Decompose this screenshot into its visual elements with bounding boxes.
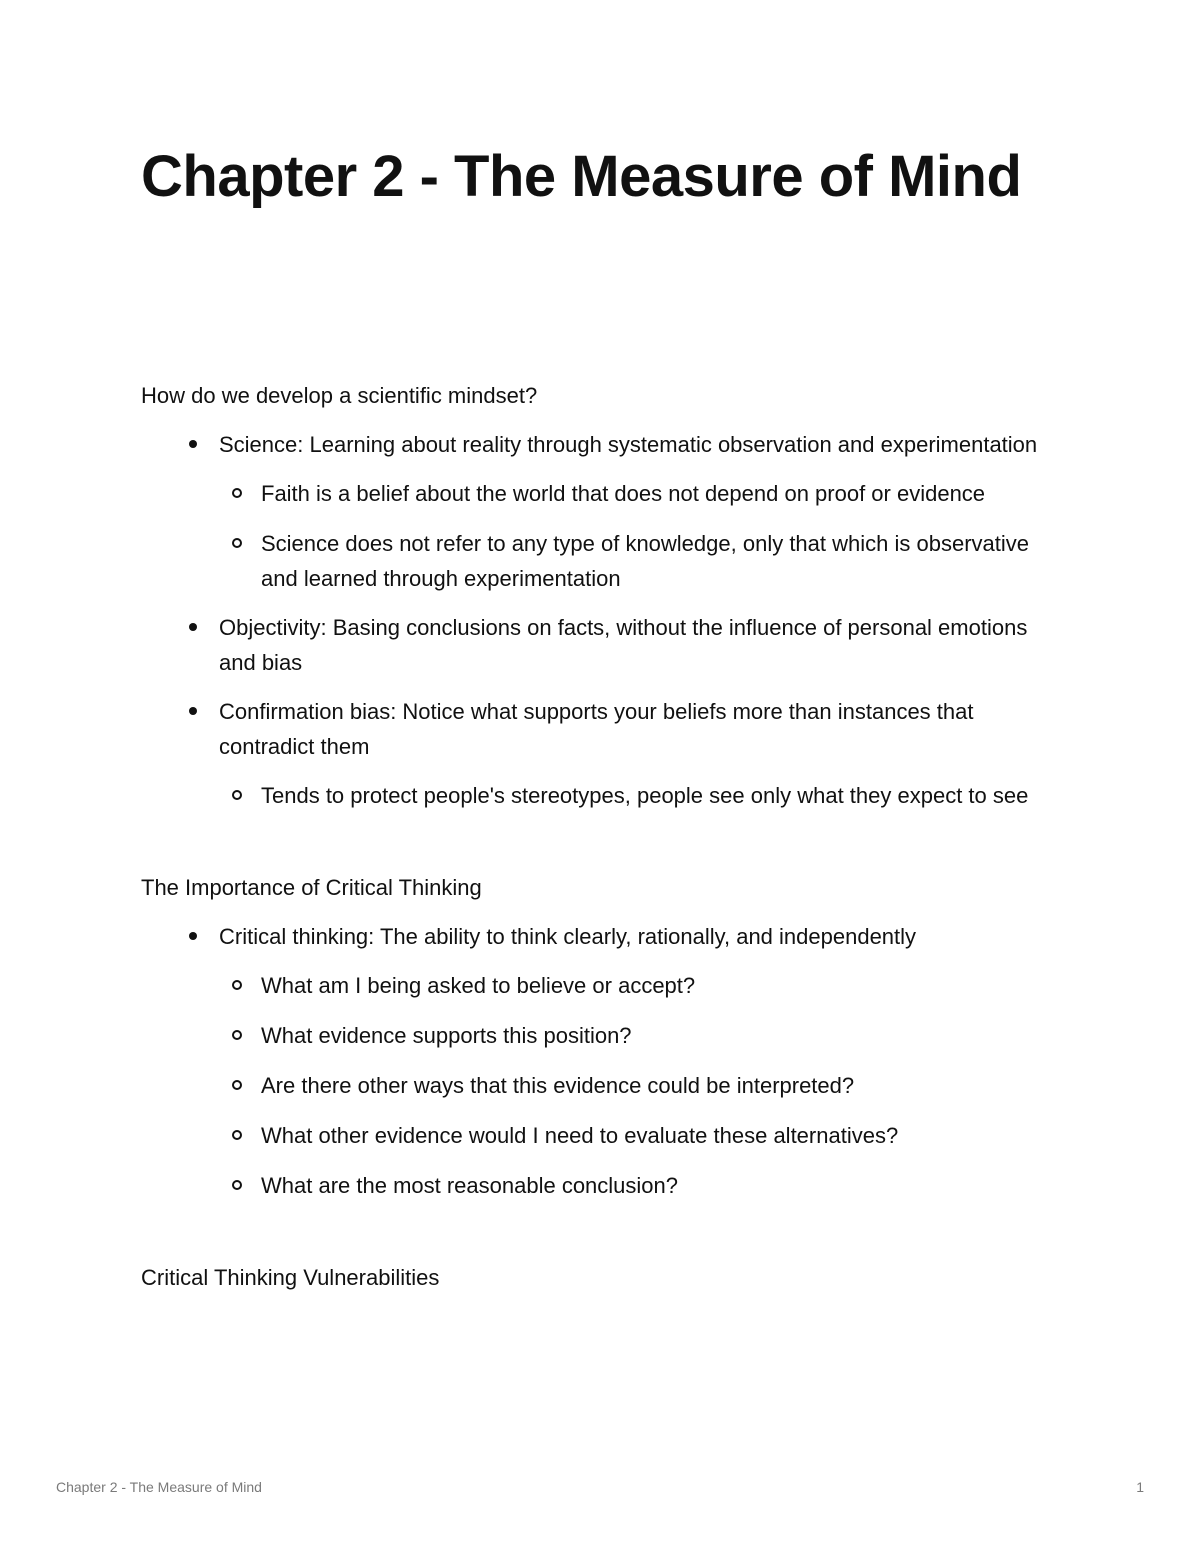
sub-list-item — [219, 1018, 1061, 1053]
sub-list-item-text: Science does not refer to any type of knowledge, only that which is observative and learned through experimentation — [261, 531, 1029, 591]
document-body — [141, 378, 1061, 1295]
sub-list-item — [219, 526, 1061, 596]
page-number: 1 — [1136, 1479, 1144, 1495]
bullet-disc-icon — [189, 707, 197, 715]
list-item — [141, 919, 1061, 1203]
bullet-list — [141, 427, 1061, 813]
sub-list-item-text: What evidence supports this position? — [261, 1023, 632, 1048]
bullet-circle-icon — [232, 1180, 242, 1190]
section-heading: How do we develop a scientific mindset? — [141, 383, 538, 408]
sub-bullet-list — [219, 968, 1061, 1203]
bullet-circle-icon — [232, 1080, 242, 1090]
list-item-text: Confirmation bias: Notice what supports your beliefs more than instances that contradict them — [219, 699, 974, 759]
list-item-text: Science: Learning about reality through systematic observation and experimentation — [219, 432, 1038, 457]
bullet-circle-icon — [232, 980, 242, 990]
bullet-circle-icon — [232, 538, 242, 548]
bullet-list — [141, 919, 1061, 1203]
bullet-circle-icon — [232, 488, 242, 498]
sub-list-item — [219, 1118, 1061, 1153]
sub-list-item-text: Tends to protect people's stereotypes, people see only what they expect to see — [261, 783, 1029, 808]
bullet-circle-icon — [232, 1030, 242, 1040]
list-item — [141, 427, 1061, 596]
sub-list-item-text: What other evidence would I need to evaluate these alternatives? — [261, 1123, 899, 1148]
bullet-disc-icon — [189, 623, 197, 631]
list-item-text: Objectivity: Basing conclusions on facts, without the influence of personal emotions and bias — [219, 615, 1028, 675]
bullet-circle-icon — [232, 1130, 242, 1140]
section-scientific-mindset — [141, 378, 1061, 813]
sub-bullet-list — [219, 778, 1061, 813]
sub-list-item-text: Faith is a belief about the world that does not depend on proof or evidence — [261, 481, 986, 506]
sub-list-item-text: What are the most reasonable conclusion? — [261, 1173, 679, 1198]
list-item — [141, 694, 1061, 813]
sub-list-item — [219, 968, 1061, 1003]
section-heading: Critical Thinking Vulnerabilities — [141, 1265, 440, 1290]
sub-list-item — [219, 1168, 1061, 1203]
sub-list-item-text: What am I being asked to believe or accept? — [261, 973, 696, 998]
page-title: Chapter 2 - The Measure of Mind — [141, 144, 1022, 209]
section-heading: The Importance of Critical Thinking — [141, 875, 482, 900]
bullet-disc-icon — [189, 932, 197, 940]
sub-list-item — [219, 1068, 1061, 1103]
section-vulnerabilities — [141, 1260, 1061, 1295]
sub-bullet-list — [219, 476, 1061, 596]
sub-list-item — [219, 778, 1061, 813]
footer-title: Chapter 2 - The Measure of Mind — [56, 1479, 262, 1495]
list-item — [141, 610, 1061, 680]
bullet-disc-icon — [189, 440, 197, 448]
bullet-circle-icon — [232, 790, 242, 800]
sub-list-item-text: Are there other ways that this evidence could be interpreted? — [261, 1073, 855, 1098]
sub-list-item — [219, 476, 1061, 511]
list-item-text: Critical thinking: The ability to think clearly, rationally, and independently — [219, 924, 917, 949]
section-critical-thinking — [141, 870, 1061, 1203]
